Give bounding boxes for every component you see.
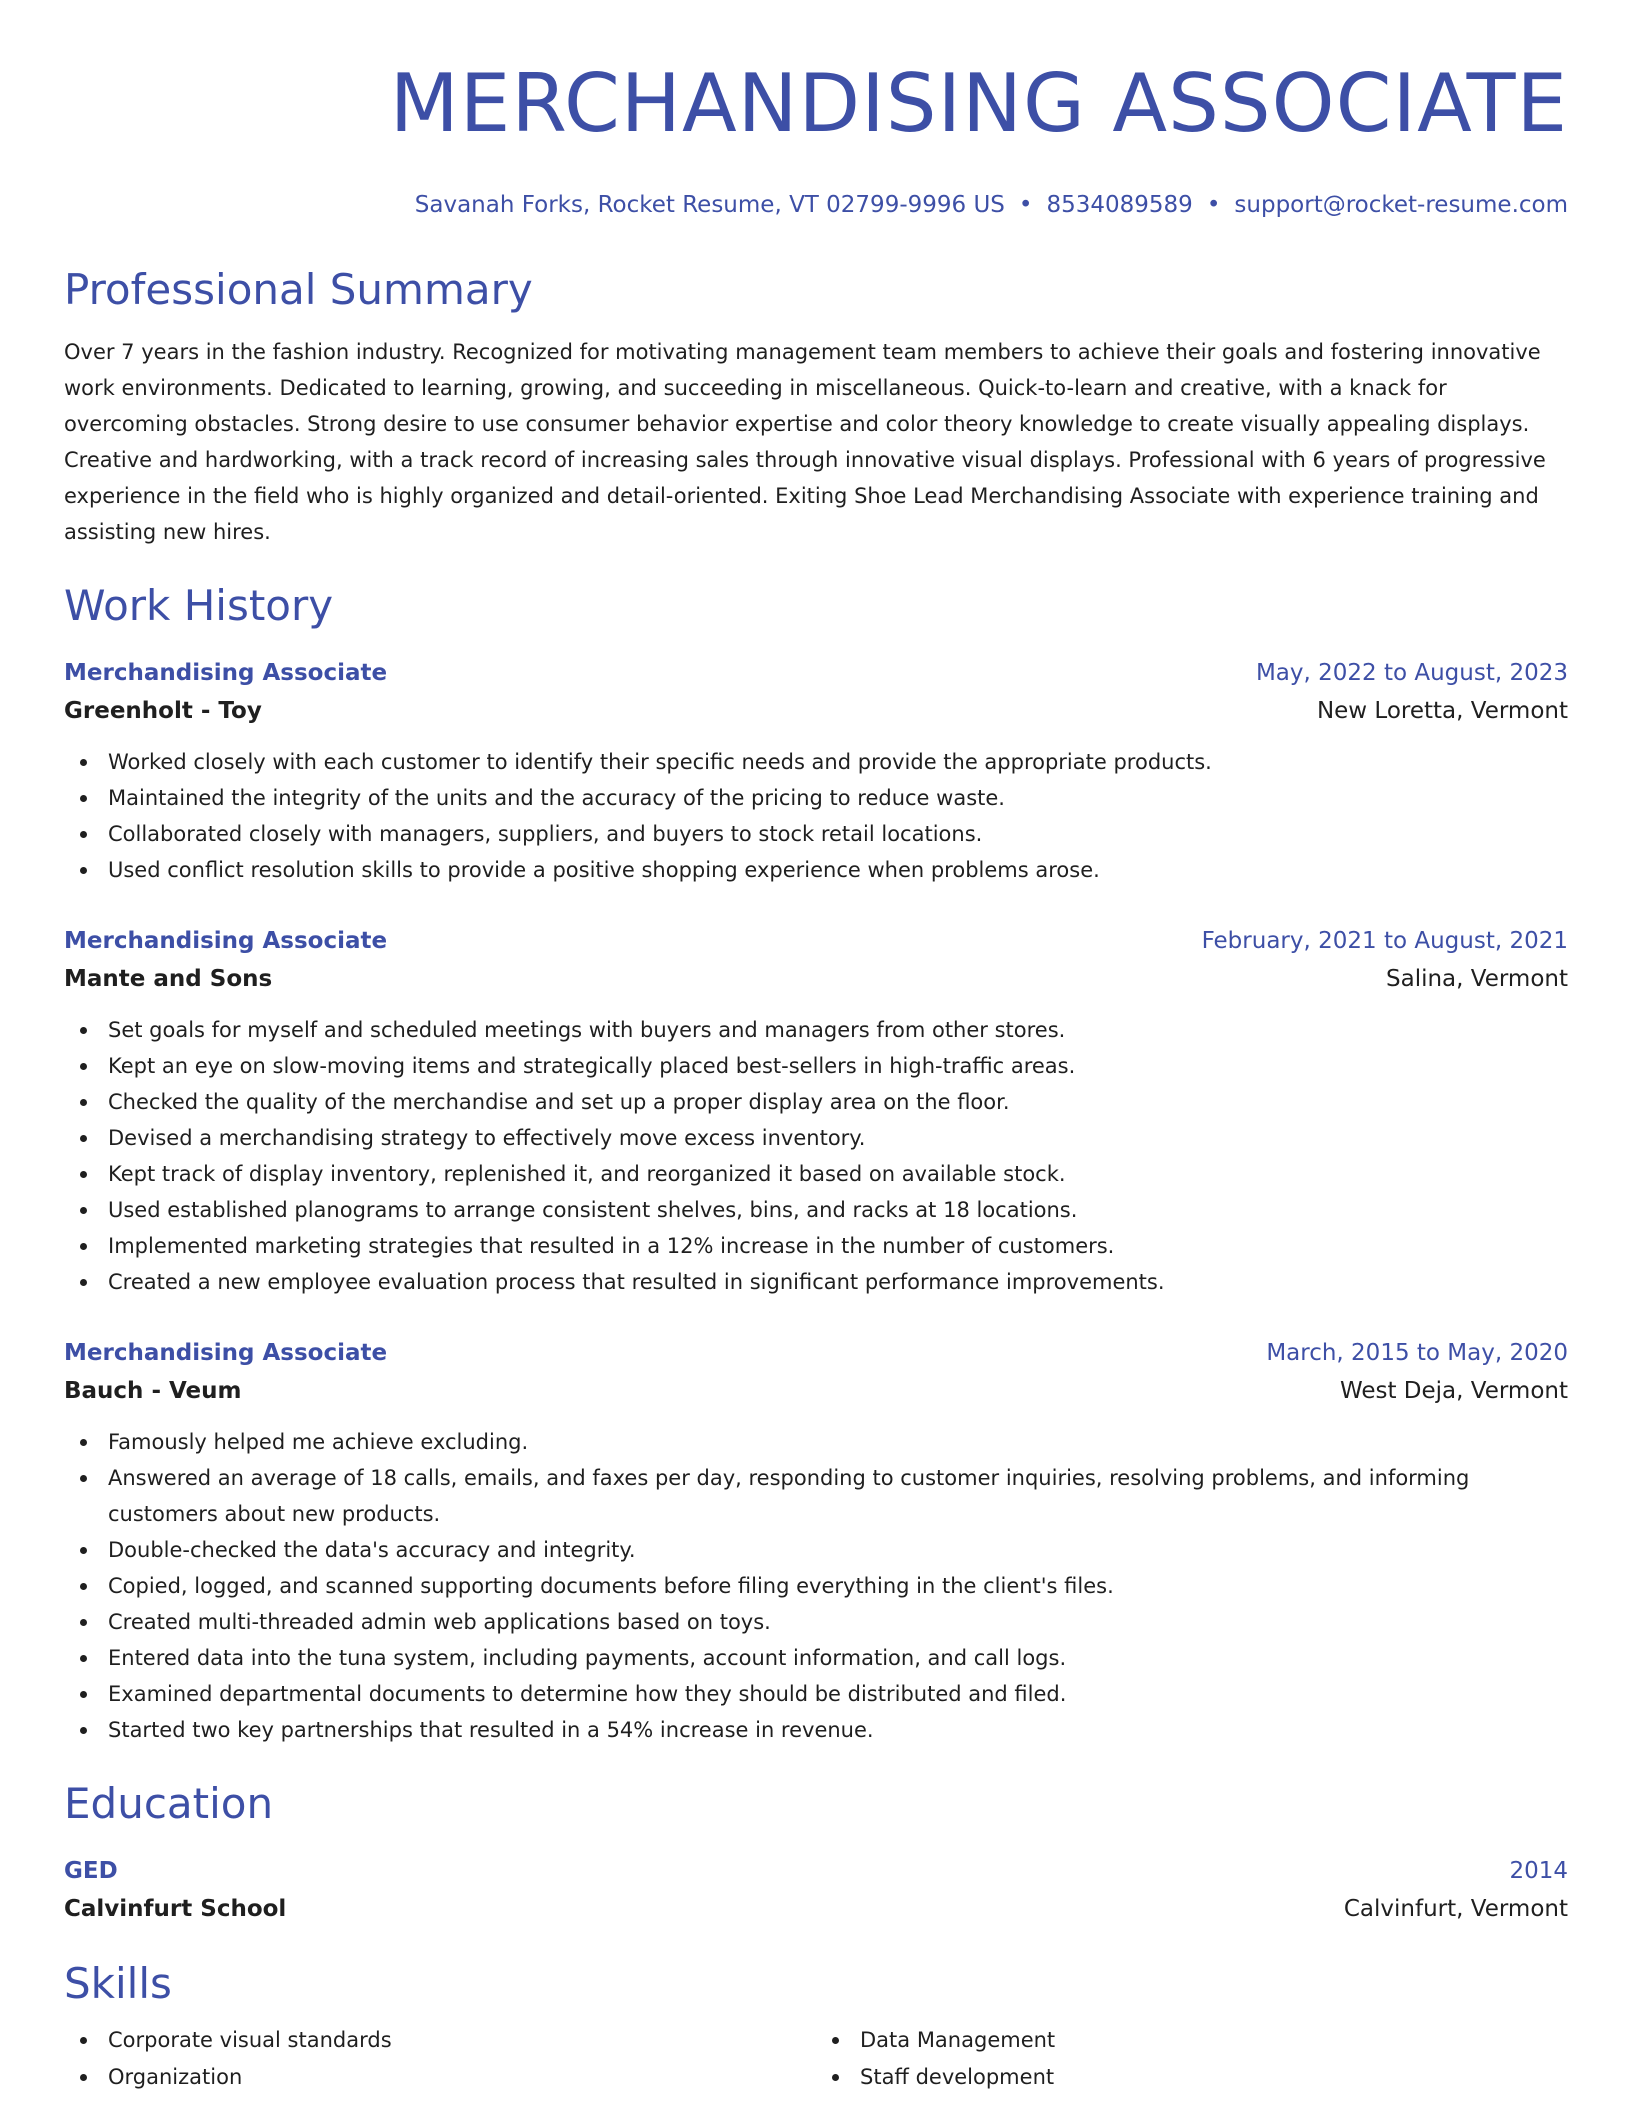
contact-line xyxy=(64,190,1568,220)
education-school: Calvinfurt School xyxy=(64,1896,287,1922)
job-company: Greenholt - Toy xyxy=(64,698,262,724)
skill-item: Organization xyxy=(64,2059,816,2096)
job-bullet: Famously helped me achieve excluding. xyxy=(64,1424,1568,1460)
education-school-row xyxy=(64,1890,1568,1928)
skill-item: Corporate visual standards xyxy=(64,2022,816,2059)
education-year: 2014 xyxy=(1509,1858,1568,1884)
job-bullet: Maintained the integrity of the units and the accuracy of the pricing to reduce waste. xyxy=(64,780,1568,816)
job-bullets xyxy=(64,1012,1568,1300)
job-entry xyxy=(64,922,1568,1300)
skill-item: Staff development xyxy=(816,2059,1568,2096)
education-location: Calvinfurt, Vermont xyxy=(1343,1896,1568,1922)
job-bullet: Used established planograms to arrange consistent shelves, bins, and racks at 18 locations. xyxy=(64,1192,1568,1228)
education-degree: GED xyxy=(64,1858,118,1884)
job-header-row xyxy=(64,1334,1568,1372)
contact-separator: • xyxy=(1206,192,1221,218)
job-company: Mante and Sons xyxy=(64,966,273,992)
job-bullets xyxy=(64,744,1568,888)
job-bullet: Created multi-threaded admin web applications based on toys. xyxy=(64,1604,1568,1640)
job-dates: February, 2021 to August, 2021 xyxy=(1201,928,1568,954)
job-location: New Loretta, Vermont xyxy=(1316,698,1568,724)
job-bullet: Kept an eye on slow-moving items and strategically placed best-sellers in high-traffic areas. xyxy=(64,1048,1568,1084)
skills-grid xyxy=(64,2022,1568,2096)
resume-title: MERCHANDISING ASSOCIATE xyxy=(389,57,1568,150)
skill-item: Data Management xyxy=(816,2022,1568,2059)
job-dates: May, 2022 to August, 2023 xyxy=(1255,660,1568,686)
skills-column-right xyxy=(816,2022,1568,2096)
summary-heading: Professional Summary xyxy=(64,265,533,314)
job-bullet: Collaborated closely with managers, suppliers, and buyers to stock retail locations. xyxy=(64,816,1568,852)
work-history-heading: Work History xyxy=(64,581,334,630)
education-degree-row xyxy=(64,1852,1568,1890)
job-dates: March, 2015 to May, 2020 xyxy=(1266,1340,1568,1366)
job-bullet: Worked closely with each customer to identify their specific needs and provide the appropriate products. xyxy=(64,744,1568,780)
job-bullet: Entered data into the tuna system, including payments, account information, and call logs. xyxy=(64,1640,1568,1676)
job-bullet: Double-checked the data's accuracy and integrity. xyxy=(64,1532,1568,1568)
job-bullet: Started two key partnerships that resulted in a 54% increase in revenue. xyxy=(64,1712,1568,1748)
job-title: Merchandising Associate xyxy=(64,660,388,686)
job-company-row xyxy=(64,960,1568,998)
job-bullets xyxy=(64,1424,1568,1748)
job-location: Salina, Vermont xyxy=(1386,966,1568,992)
job-bullet: Devised a merchandising strategy to effectively move excess inventory. xyxy=(64,1120,1568,1156)
education-entry xyxy=(64,1852,1568,1928)
skills-heading: Skills xyxy=(64,1959,172,2008)
job-bullet: Checked the quality of the merchandise and set up a proper display area on the floor. xyxy=(64,1084,1568,1120)
job-bullet: Kept track of display inventory, replenished it, and reorganized it based on available stock. xyxy=(64,1156,1568,1192)
skills-column-left xyxy=(64,2022,816,2096)
contact-address: Savanah Forks, Rocket Resume, VT 02799-9996 US xyxy=(414,192,1005,218)
job-bullet: Answered an average of 18 calls, emails, and faxes per day, responding to customer inquiries, resolving problems, and informing customers about new products. xyxy=(64,1460,1568,1532)
job-bullet: Examined departmental documents to determine how they should be distributed and filed. xyxy=(64,1676,1568,1712)
education-heading: Education xyxy=(64,1779,274,1828)
job-bullet: Implemented marketing strategies that resulted in a 12% increase in the number of customers. xyxy=(64,1228,1568,1264)
job-company-row xyxy=(64,692,1568,730)
contact-separator: • xyxy=(1018,192,1033,218)
job-company: Bauch - Veum xyxy=(64,1378,242,1404)
job-bullet: Copied, logged, and scanned supporting documents before filing everything in the client's files. xyxy=(64,1568,1568,1604)
job-header-row xyxy=(64,654,1568,692)
job-header-row xyxy=(64,922,1568,960)
job-location: West Deja, Vermont xyxy=(1339,1378,1568,1404)
job-bullet: Created a new employee evaluation process that resulted in significant performance improvements. xyxy=(64,1264,1568,1300)
job-title: Merchandising Associate xyxy=(64,1340,388,1366)
job-bullet: Used conflict resolution skills to provide a positive shopping experience when problems arose. xyxy=(64,852,1568,888)
job-entry xyxy=(64,1334,1568,1748)
job-bullet: Set goals for myself and scheduled meetings with buyers and managers from other stores. xyxy=(64,1012,1568,1048)
contact-phone: 8534089589 xyxy=(1046,192,1193,218)
job-company-row xyxy=(64,1372,1568,1410)
job-title: Merchandising Associate xyxy=(64,928,388,954)
job-entry xyxy=(64,654,1568,888)
summary-text: Over 7 years in the fashion industry. Recognized for motivating management team members to achieve their goals and fostering innovative work environments. Dedicated to learning, growing, and succeeding in miscellaneous. Quick-to-learn and creative, with a knack for overcoming obstacles. Strong desire to use consumer behavior expertise and color theory knowledge to create visually appealing displays. Creative and hardworking, with a track record of increasing sales through innovative visual displays. Professional with 6 years of progressive experience in the field who is highly organized and detail-oriented. Exiting Shoe Lead Merchandising Associate with experience training and assisting new hires. xyxy=(64,340,1546,544)
contact-email[interactable]: support@rocket-resume.com xyxy=(1234,192,1568,218)
